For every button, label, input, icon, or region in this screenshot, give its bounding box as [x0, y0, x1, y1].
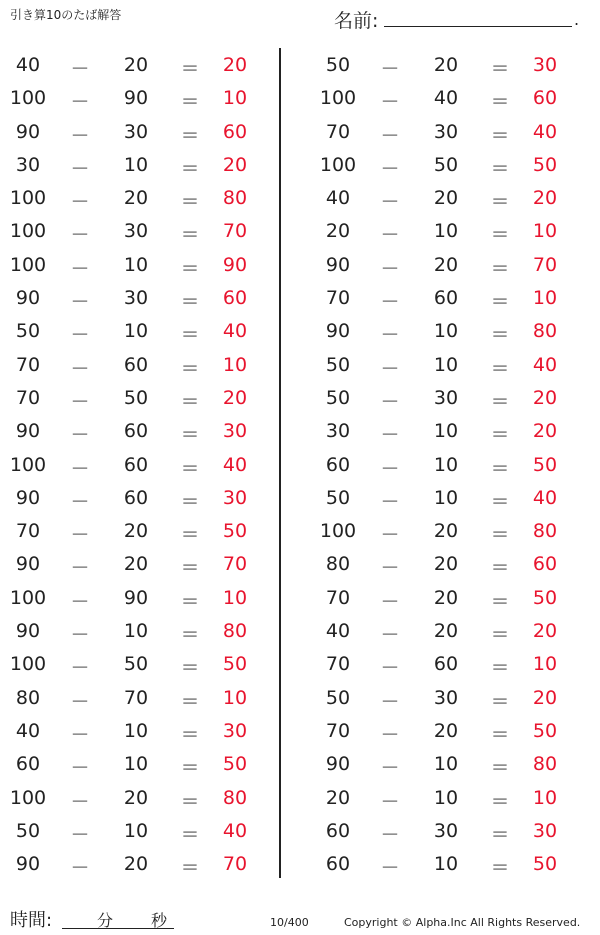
minus-sign: － [380, 91, 400, 114]
minus-sign: － [70, 257, 90, 280]
minus-sign: － [70, 690, 90, 713]
answer: 30 [222, 719, 248, 742]
answer: 10 [532, 653, 558, 676]
equals-sign: ＝ [180, 390, 200, 413]
copyright-notice: Copyright © Alpha.Inc All Rights Reserved. [344, 916, 581, 929]
subtrahend: 20 [123, 553, 149, 576]
minus-sign: － [70, 324, 90, 347]
answer: 30 [222, 486, 248, 509]
minuend: 90 [15, 620, 41, 643]
minuend: 80 [325, 553, 351, 576]
minus-sign: － [380, 723, 400, 746]
minus-sign: － [380, 424, 400, 447]
minus-sign: － [70, 490, 90, 513]
subtrahend: 10 [433, 486, 459, 509]
subtrahend: 10 [433, 353, 459, 376]
subtrahend: 10 [123, 320, 149, 343]
minuend: 50 [325, 386, 351, 409]
subtrahend: 50 [433, 153, 459, 176]
equals-sign: ＝ [490, 324, 510, 347]
minus-sign: － [70, 124, 90, 147]
equals-sign: ＝ [490, 857, 510, 880]
equals-sign: ＝ [180, 590, 200, 613]
subtrahend: 10 [123, 620, 149, 643]
equals-sign: ＝ [490, 224, 510, 247]
minuend: 90 [15, 486, 41, 509]
minus-sign: － [70, 823, 90, 846]
minuend: 60 [15, 753, 41, 776]
equals-sign: ＝ [180, 524, 200, 547]
answer: 10 [222, 686, 248, 709]
minus-sign: － [70, 191, 90, 214]
minus-sign: － [70, 157, 90, 180]
minuend: 70 [325, 653, 351, 676]
subtrahend: 20 [433, 253, 459, 276]
minus-sign: － [380, 457, 400, 480]
minuend: 40 [325, 620, 351, 643]
equals-sign: ＝ [180, 291, 200, 314]
equals-sign: ＝ [490, 124, 510, 147]
minus-sign: － [380, 324, 400, 347]
equals-sign: ＝ [180, 757, 200, 780]
minus-sign: － [380, 124, 400, 147]
subtrahend: 20 [433, 520, 459, 543]
equals-sign: ＝ [180, 823, 200, 846]
answer: 80 [532, 320, 558, 343]
minuend: 50 [325, 686, 351, 709]
answer: 40 [222, 819, 248, 842]
subtrahend: 50 [123, 386, 149, 409]
answer: 40 [222, 320, 248, 343]
minus-sign: － [380, 524, 400, 547]
minus-sign: － [70, 524, 90, 547]
minuend: 60 [325, 819, 351, 842]
minuend: 90 [15, 120, 41, 143]
subtrahend: 60 [123, 420, 149, 443]
minus-sign: － [380, 357, 400, 380]
equals-sign: ＝ [180, 324, 200, 347]
minus-sign: － [380, 657, 400, 680]
minus-sign: － [70, 590, 90, 613]
minuend: 50 [15, 819, 41, 842]
answer: 60 [222, 120, 248, 143]
minuend: 70 [325, 719, 351, 742]
subtrahend: 20 [123, 54, 149, 76]
equals-sign: ＝ [180, 857, 200, 880]
minus-sign: － [70, 723, 90, 746]
page-count: 10/400 [270, 916, 309, 929]
equals-sign: ＝ [490, 257, 510, 280]
answer: 90 [222, 253, 248, 276]
minuend: 100 [319, 153, 357, 176]
answer: 40 [532, 486, 558, 509]
minus-sign: － [70, 291, 90, 314]
equals-sign: ＝ [180, 457, 200, 480]
answer: 80 [222, 187, 248, 210]
minuend: 50 [15, 320, 41, 343]
seconds-label: 秒 [151, 911, 168, 930]
answer: 10 [222, 87, 248, 110]
minuend: 90 [15, 287, 41, 310]
equals-sign: ＝ [490, 690, 510, 713]
subtrahend: 10 [123, 719, 149, 742]
minuend: 70 [325, 120, 351, 143]
answer: 10 [532, 287, 558, 310]
answer: 80 [532, 753, 558, 776]
minus-sign: － [380, 557, 400, 580]
answer: 20 [532, 686, 558, 709]
minus-sign: － [380, 690, 400, 713]
answer: 40 [532, 353, 558, 376]
equals-sign: ＝ [490, 457, 510, 480]
equals-sign: ＝ [490, 390, 510, 413]
answer: 50 [532, 153, 558, 176]
minuend: 90 [325, 320, 351, 343]
equals-sign: ＝ [180, 157, 200, 180]
minus-sign: － [70, 857, 90, 880]
equals-sign: ＝ [180, 224, 200, 247]
minus-sign: － [70, 457, 90, 480]
subtrahend: 20 [433, 553, 459, 576]
answer: 40 [222, 453, 248, 476]
equals-sign: ＝ [490, 624, 510, 647]
answer: 70 [532, 253, 558, 276]
name-input-line[interactable] [384, 26, 572, 27]
answer: 10 [222, 353, 248, 376]
minuend: 100 [319, 520, 357, 543]
equals-sign: ＝ [180, 124, 200, 147]
minuend: 100 [9, 453, 47, 476]
answer: 30 [532, 54, 558, 76]
answer: 10 [532, 786, 558, 809]
minus-sign: － [380, 624, 400, 647]
answer: 10 [532, 220, 558, 243]
subtrahend: 20 [433, 620, 459, 643]
minutes-label: 分 [97, 911, 114, 930]
subtrahend: 10 [123, 153, 149, 176]
minus-sign: － [70, 557, 90, 580]
equals-sign: ＝ [490, 823, 510, 846]
minuend: 40 [15, 54, 41, 76]
subtrahend: 10 [433, 453, 459, 476]
subtrahend: 30 [123, 287, 149, 310]
answer: 50 [222, 653, 248, 676]
minus-sign: － [70, 58, 90, 80]
equals-sign: ＝ [490, 524, 510, 547]
answer: 80 [532, 520, 558, 543]
name-line-end: . [574, 10, 580, 29]
minuend: 70 [15, 520, 41, 543]
minus-sign: － [70, 424, 90, 447]
answer: 70 [222, 553, 248, 576]
equals-sign: ＝ [490, 91, 510, 114]
subtrahend: 30 [433, 686, 459, 709]
minus-sign: － [70, 657, 90, 680]
minuend: 90 [325, 253, 351, 276]
subtrahend: 20 [433, 586, 459, 609]
minuend: 100 [9, 653, 47, 676]
subtrahend: 10 [433, 220, 459, 243]
answer: 30 [532, 819, 558, 842]
subtrahend: 60 [123, 486, 149, 509]
subtrahend: 30 [123, 120, 149, 143]
equals-sign: ＝ [180, 357, 200, 380]
minuend: 90 [325, 753, 351, 776]
answer: 20 [532, 620, 558, 643]
answer: 10 [222, 586, 248, 609]
answer: 60 [532, 87, 558, 110]
equals-sign: ＝ [490, 590, 510, 613]
minus-sign: － [70, 357, 90, 380]
answer: 60 [222, 287, 248, 310]
equals-sign: ＝ [490, 557, 510, 580]
subtrahend: 30 [433, 386, 459, 409]
equals-sign: ＝ [180, 191, 200, 214]
answer: 20 [222, 153, 248, 176]
subtrahend: 20 [123, 520, 149, 543]
subtrahend: 20 [433, 187, 459, 210]
subtrahend: 10 [433, 786, 459, 809]
answer: 20 [222, 386, 248, 409]
minuend: 40 [325, 187, 351, 210]
minus-sign: － [70, 624, 90, 647]
minus-sign: － [70, 790, 90, 813]
subtrahend: 10 [123, 253, 149, 276]
minuend: 50 [325, 353, 351, 376]
subtrahend: 10 [123, 819, 149, 842]
equals-sign: ＝ [180, 723, 200, 746]
minus-sign: － [380, 58, 400, 80]
equals-sign: ＝ [180, 690, 200, 713]
subtrahend: 70 [123, 686, 149, 709]
answer: 70 [222, 220, 248, 243]
answer: 50 [532, 719, 558, 742]
minuend: 90 [15, 420, 41, 443]
equals-sign: ＝ [490, 723, 510, 746]
answer: 20 [532, 420, 558, 443]
equals-sign: ＝ [180, 790, 200, 813]
minus-sign: － [380, 291, 400, 314]
minuend: 20 [325, 220, 351, 243]
minuend: 70 [15, 386, 41, 409]
subtrahend: 20 [433, 54, 459, 76]
minuend: 100 [9, 87, 47, 110]
answer: 80 [222, 620, 248, 643]
minuend: 80 [15, 686, 41, 709]
equals-sign: ＝ [490, 790, 510, 813]
minus-sign: － [70, 757, 90, 780]
minus-sign: － [380, 823, 400, 846]
subtrahend: 60 [433, 653, 459, 676]
worksheet-title: 引き算10のたば解答 [10, 8, 122, 22]
minus-sign: － [380, 191, 400, 214]
minus-sign: － [70, 91, 90, 114]
minus-sign: － [380, 157, 400, 180]
minuend: 60 [325, 453, 351, 476]
subtrahend: 20 [123, 187, 149, 210]
equals-sign: ＝ [180, 490, 200, 513]
minus-sign: － [70, 224, 90, 247]
answer: 80 [222, 786, 248, 809]
subtrahend: 60 [123, 353, 149, 376]
subtrahend: 10 [123, 753, 149, 776]
minuend: 50 [325, 486, 351, 509]
answer: 60 [532, 553, 558, 576]
minus-sign: － [380, 790, 400, 813]
minuend: 100 [9, 253, 47, 276]
subtrahend: 90 [123, 87, 149, 110]
subtrahend: 60 [123, 453, 149, 476]
minuend: 90 [15, 853, 41, 876]
equals-sign: ＝ [490, 58, 510, 80]
equals-sign: ＝ [490, 424, 510, 447]
subtrahend: 90 [123, 586, 149, 609]
minuend: 100 [9, 586, 47, 609]
equals-sign: ＝ [490, 357, 510, 380]
answer: 50 [222, 520, 248, 543]
minuend: 20 [325, 786, 351, 809]
answer: 50 [532, 586, 558, 609]
minuend: 100 [9, 187, 47, 210]
minuend: 60 [325, 853, 351, 876]
subtrahend: 60 [433, 287, 459, 310]
equals-sign: ＝ [490, 291, 510, 314]
equals-sign: ＝ [490, 157, 510, 180]
minuend: 100 [319, 87, 357, 110]
answer: 70 [222, 853, 248, 876]
equals-sign: ＝ [180, 657, 200, 680]
minuend: 40 [15, 719, 41, 742]
minus-sign: － [380, 224, 400, 247]
answer: 20 [532, 386, 558, 409]
subtrahend: 10 [433, 320, 459, 343]
equals-sign: ＝ [180, 91, 200, 114]
minuend: 70 [325, 586, 351, 609]
name-label: 名前: [334, 10, 379, 32]
subtrahend: 10 [433, 853, 459, 876]
minuend: 100 [9, 786, 47, 809]
subtrahend: 30 [123, 220, 149, 243]
subtrahend: 50 [123, 653, 149, 676]
answer: 50 [532, 853, 558, 876]
subtrahend: 30 [433, 120, 459, 143]
equals-sign: ＝ [180, 58, 200, 80]
equals-sign: ＝ [490, 490, 510, 513]
equals-sign: ＝ [490, 757, 510, 780]
equals-sign: ＝ [180, 624, 200, 647]
minus-sign: － [380, 490, 400, 513]
equals-sign: ＝ [180, 257, 200, 280]
subtrahend: 20 [123, 853, 149, 876]
minuend: 70 [15, 353, 41, 376]
minus-sign: － [70, 390, 90, 413]
equals-sign: ＝ [490, 657, 510, 680]
minuend: 30 [325, 420, 351, 443]
subtrahend: 10 [433, 420, 459, 443]
equals-sign: ＝ [180, 424, 200, 447]
subtrahend: 40 [433, 87, 459, 110]
minuend: 70 [325, 287, 351, 310]
subtrahend: 20 [123, 786, 149, 809]
answer: 50 [532, 453, 558, 476]
equals-sign: ＝ [180, 557, 200, 580]
minus-sign: － [380, 857, 400, 880]
answer: 20 [222, 54, 248, 76]
minuend: 90 [15, 553, 41, 576]
minus-sign: － [380, 390, 400, 413]
subtrahend: 30 [433, 819, 459, 842]
minus-sign: － [380, 757, 400, 780]
subtrahend: 20 [433, 719, 459, 742]
answer: 20 [532, 187, 558, 210]
minus-sign: － [380, 590, 400, 613]
answer: 40 [532, 120, 558, 143]
answer: 30 [222, 420, 248, 443]
minuend: 50 [325, 54, 351, 76]
minus-sign: － [380, 257, 400, 280]
equals-sign: ＝ [490, 191, 510, 214]
time-label: 時間: [10, 910, 53, 931]
minuend: 30 [15, 153, 41, 176]
answer: 50 [222, 753, 248, 776]
column-divider [279, 48, 281, 878]
minuend: 100 [9, 220, 47, 243]
subtrahend: 10 [433, 753, 459, 776]
